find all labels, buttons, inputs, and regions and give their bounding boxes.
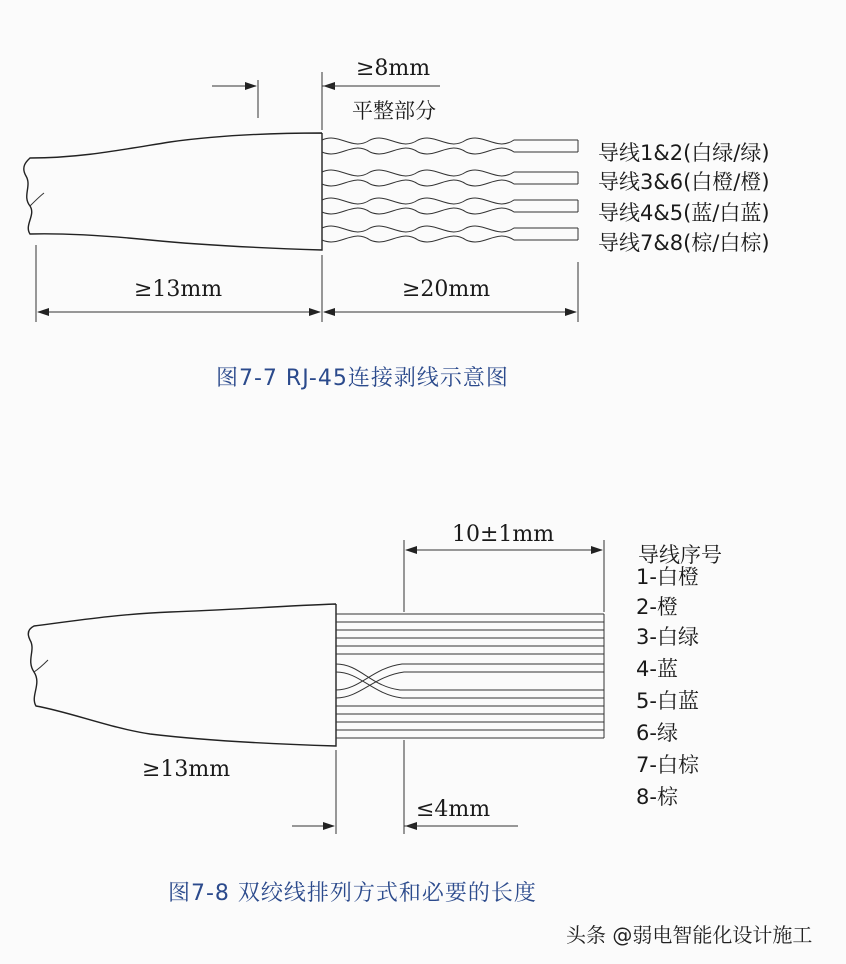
watermark: 头条 @弱电智能化设计施工 bbox=[566, 923, 813, 947]
fig2-wire-label: 6-绿 bbox=[636, 721, 678, 745]
fig1-wire-label: 导线3&6(白橙/橙) bbox=[598, 170, 770, 194]
fig2-wires bbox=[336, 614, 604, 738]
fig1-cable-jacket bbox=[24, 133, 322, 250]
fig1-cable-break bbox=[30, 193, 44, 206]
fig2-wire-label: 4-蓝 bbox=[636, 657, 678, 681]
fig2-dim-top: 10±1mm bbox=[452, 522, 555, 547]
fig1-caption: 图7-7 RJ-45连接剥线示意图 bbox=[216, 366, 509, 391]
fig1-dim-left: ≥13mm bbox=[134, 277, 223, 302]
fig1-twisted-pairs bbox=[322, 138, 578, 242]
fig2-wire-label: 5-白蓝 bbox=[636, 689, 699, 713]
fig2-cable-jacket bbox=[28, 604, 336, 746]
fig2-wire-label: 3-白绿 bbox=[636, 625, 699, 649]
fig2-caption: 图7-8 双绞线排列方式和必要的长度 bbox=[168, 881, 537, 906]
fig2-dim-bottom: ≤4mm bbox=[416, 797, 491, 822]
fig2-wire-label: 1-白橙 bbox=[636, 565, 699, 589]
fig1-wire-label: 导线1&2(白绿/绿) bbox=[598, 141, 770, 165]
fig2-wire-label: 8-棕 bbox=[636, 785, 678, 809]
fig2-wire-label: 7-白棕 bbox=[636, 753, 699, 777]
fig2-legend-title: 导线序号 bbox=[638, 543, 722, 567]
fig1-dim-right: ≥20mm bbox=[402, 277, 491, 302]
fig2-drawing bbox=[28, 522, 722, 834]
fig1-wire-label: 导线7&8(棕/白棕) bbox=[598, 231, 770, 255]
fig2-dim-left: ≥13mm bbox=[142, 757, 231, 782]
fig1-dim-top: ≥8mm bbox=[356, 56, 431, 81]
fig2-cable-break bbox=[34, 660, 48, 672]
fig1-drawing bbox=[24, 56, 770, 322]
fig1-wire-label: 导线4&5(蓝/白蓝) bbox=[598, 201, 770, 225]
fig2-wire-label: 2-橙 bbox=[636, 595, 678, 619]
fig1-flat-label: 平整部分 bbox=[352, 99, 436, 123]
